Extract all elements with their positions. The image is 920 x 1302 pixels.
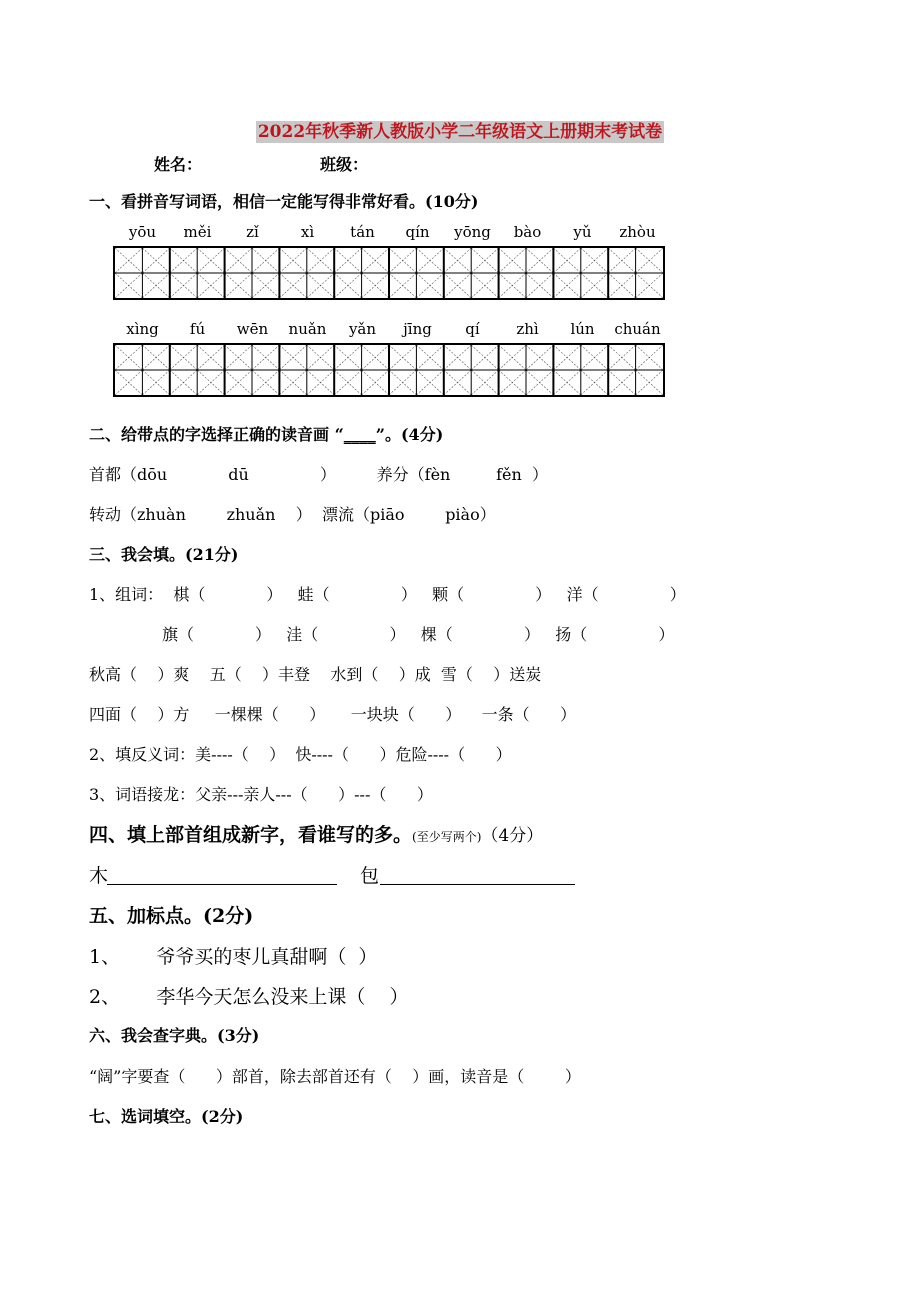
section3-line2: 旗（ ） 洼（ ） 棵（ ） 扬（ ） <box>162 625 675 644</box>
pinyin-label: qín <box>405 223 430 241</box>
section3-line6: 3、词语接龙：父亲---亲人---（ ）---（ ） <box>89 785 433 804</box>
section1-heading: 一、看拼音写词语，相信一定能写得非常好看。(10分) <box>89 192 479 211</box>
section6-line: “阔”字要查（ ）部首，除去部首还有（ ）画，读音是（ ） <box>89 1067 581 1086</box>
pinyin-label: chuán <box>614 320 661 338</box>
pinyin-label: tán <box>350 223 375 241</box>
grid-lines <box>115 345 663 395</box>
section3-heading: 三、我会填。(21分) <box>89 545 239 564</box>
pinyin-label: zhòu <box>619 223 656 241</box>
section2-line2: 转动（zhuàn zhuǎn ） 漂流（piāo piào） <box>89 505 496 524</box>
section2-heading: 二、给带点的字选择正确的读音画 “____”。(4分) <box>89 425 444 444</box>
pinyin-label: wēn <box>236 320 269 338</box>
section2-line1: 首都（dōu dū ） 养分（fèn fěn ） <box>89 465 548 484</box>
section3-line1: 1、组词： 棋（ ） 蛙（ ） 颗（ ） 洋（ ） <box>89 585 686 604</box>
section4-heading: 四、填上部首组成新字，看谁写的多。(至少写两个)（4分） <box>89 824 544 846</box>
section5-heading: 五、加标点。(2分) <box>89 905 254 927</box>
section4-char1: 木 <box>89 865 109 887</box>
section5-item1: 1、 爷爷买的枣儿真甜啊（ ） <box>89 946 378 968</box>
pinyin-label: bào <box>513 223 542 241</box>
pinyin-label: zhì <box>516 320 539 338</box>
section3-line5: 2、填反义词：美----（ ） 快----（ ）危险----（ ） <box>89 745 512 764</box>
pinyin-label: měi <box>183 223 212 241</box>
pinyin-label: zǐ <box>246 223 259 241</box>
page-title: 2022年秋季新人教版小学二年级语文上册期末考试卷 <box>257 122 663 142</box>
answer-line-1[interactable] <box>107 862 337 885</box>
name-label: 姓名： <box>154 155 203 174</box>
pinyin-label: nuǎn <box>288 320 327 338</box>
answer-line-2[interactable] <box>380 862 575 885</box>
section3-line3: 秋高（ ）爽 五（ ）丰登 水到（ ）成 雪（ ）送炭 <box>89 665 542 684</box>
section7-heading: 七、选词填空。(2分) <box>89 1107 244 1126</box>
pinyin-label: yǎn <box>348 320 377 338</box>
grid-lines <box>115 248 663 298</box>
pinyin-label: lún <box>570 320 595 338</box>
pinyin-label: xìng <box>126 320 159 338</box>
section6-heading: 六、我会查字典。(3分) <box>89 1026 260 1045</box>
section4-char2: 包 <box>360 865 380 887</box>
pinyin-label: jīng <box>403 320 432 338</box>
class-label: 班级： <box>320 155 369 174</box>
section3-line4: 四面（ ）方 一棵棵（ ） 一块块（ ） 一条（ ） <box>89 705 577 724</box>
section5-item2: 2、 李华今天怎么没来上课（ ） <box>89 986 409 1008</box>
pinyin-label: xì <box>300 223 315 241</box>
pinyin-label: yōu <box>128 223 157 241</box>
pinyin-label: qí <box>465 320 480 338</box>
pinyin-label: yǔ <box>573 223 592 241</box>
pinyin-label: yōng <box>454 223 491 241</box>
writing-grid-1[interactable] <box>113 246 665 300</box>
pinyin-label: fú <box>189 320 206 338</box>
writing-grid-2[interactable] <box>113 343 665 397</box>
